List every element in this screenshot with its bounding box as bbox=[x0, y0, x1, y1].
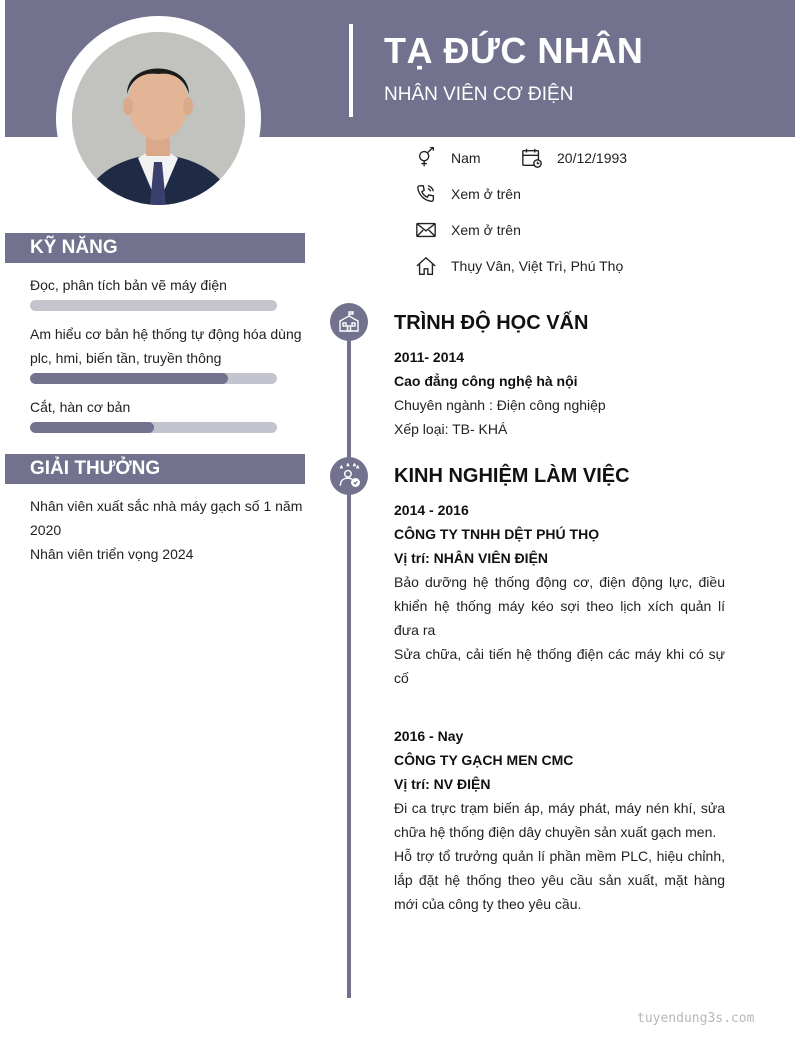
awards-heading: GIẢI THƯỞNG bbox=[5, 454, 305, 484]
email-text: Xem ở trên bbox=[451, 222, 521, 238]
job-duty: Bảo dưỡng hệ thống động cơ, điện động lực, điều khiển hệ thống máy kéo sợi theo lịch xích quản lí đưa ra bbox=[394, 574, 725, 638]
contact-gender bbox=[415, 147, 481, 169]
skill-bar bbox=[30, 300, 277, 311]
home-icon bbox=[415, 255, 437, 277]
education-major: Chuyên ngành : Điện công nghiệp bbox=[394, 397, 606, 413]
job-company: CÔNG TY TNHH DỆT PHÚ THỌ bbox=[394, 526, 600, 542]
job-duty: Đi ca trực trạm biến áp, máy phát, máy nén khí, sửa chữa hệ thống điện dây chuyền sản xuất gạch men. bbox=[394, 800, 725, 840]
education-school: Cao đẳng công nghệ hà nội bbox=[394, 373, 578, 389]
job-period: 2014 - 2016 bbox=[394, 502, 469, 518]
contact-phone bbox=[415, 183, 521, 205]
skill-fill bbox=[30, 422, 154, 433]
header-divider bbox=[349, 24, 353, 117]
job-position: Vị trí: NV ĐIỆN bbox=[394, 776, 491, 792]
skill-label: Cắt, hàn cơ bản bbox=[30, 399, 131, 415]
job-duty: Hỗ trợ tổ trưởng quản lí phần mềm PLC, hiệu chỉnh, lắp đặt hệ thống theo yêu cầu sản xuất, mặt hàng mới của công ty theo yêu cầu. bbox=[394, 848, 725, 912]
candidate-name: TẠ ĐỨC NHÂN bbox=[384, 30, 644, 71]
job-title: NHÂN VIÊN CƠ ĐIỆN bbox=[384, 84, 574, 105]
profile-photo bbox=[72, 32, 245, 205]
skill-label: Đọc, phân tích bản vẽ máy điện bbox=[30, 277, 227, 293]
contact-email bbox=[415, 219, 521, 241]
skill-bar bbox=[30, 373, 277, 384]
experience-badge bbox=[330, 457, 368, 495]
contact-address bbox=[415, 255, 623, 277]
gender-icon bbox=[415, 147, 437, 169]
phone-text: Xem ở trên bbox=[451, 186, 521, 202]
employee-star-icon bbox=[336, 463, 362, 489]
contact-birthday bbox=[521, 147, 627, 169]
award-item: Nhân viên triển vọng 2024 bbox=[30, 546, 194, 562]
education-badge bbox=[330, 303, 368, 341]
award-item: Nhân viên xuất sắc nhà máy gạch số 1 năm 2020 bbox=[30, 498, 303, 538]
timeline-line bbox=[347, 322, 351, 998]
calendar-icon bbox=[521, 147, 543, 169]
experience-heading: KINH NGHIỆM LÀM VIỆC bbox=[394, 465, 630, 487]
education-heading: TRÌNH ĐỘ HỌC VẤN bbox=[394, 312, 589, 334]
mail-icon bbox=[415, 219, 437, 241]
skill-bar bbox=[30, 422, 277, 433]
address-text: Thụy Vân, Việt Trì, Phú Thọ bbox=[451, 258, 624, 274]
education-period: 2011- 2014 bbox=[394, 349, 465, 365]
job-company: CÔNG TY GẠCH MEN CMC bbox=[394, 752, 574, 768]
job-duty: Sửa chữa, cải tiến hệ thống điện các máy khi có sự cố bbox=[394, 646, 725, 686]
job-period: 2016 - Nay bbox=[394, 728, 464, 744]
skills-heading: KỸ NĂNG bbox=[5, 233, 305, 263]
phone-icon bbox=[415, 183, 437, 205]
job-position: Vị trí: NHÂN VIÊN ĐIỆN bbox=[394, 550, 549, 566]
skill-fill bbox=[30, 373, 228, 384]
school-icon bbox=[337, 310, 361, 334]
skill-label: Am hiểu cơ bản hệ thống tự động hóa dùng plc, hmi, biến tần, truyền thông bbox=[30, 326, 302, 366]
education-grade: Xếp loại: TB- KHÁ bbox=[394, 421, 508, 437]
birthday-text: 20/12/1993 bbox=[557, 150, 628, 166]
gender-text: Nam bbox=[451, 150, 481, 166]
watermark: tuyendung3s.com bbox=[637, 1011, 755, 1026]
